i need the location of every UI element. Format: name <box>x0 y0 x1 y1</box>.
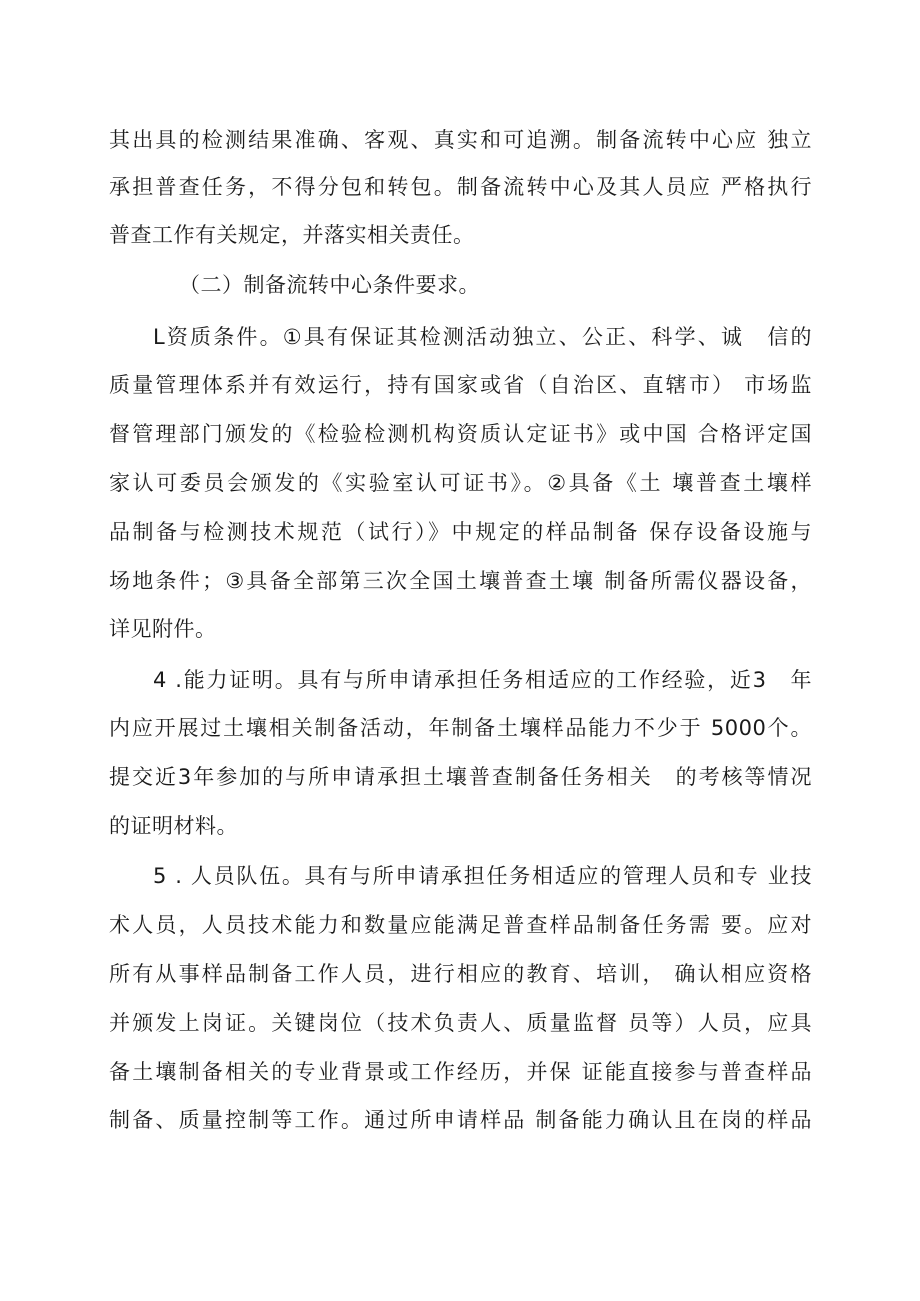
text-line: 所有从事样品制备工作人员，进行相应的教育、培训， 确认相应资格 <box>109 962 812 986</box>
text-line: 质量管理体系并有效运行，持有国家或省（自治区、直辖市） 市场监 <box>109 373 812 397</box>
text-line: 术人员，人员技术能力和数量应能满足普查样品制备任务需 要。应对 <box>109 913 812 937</box>
text-line: 制备、质量控制等工作。通过所申请样品 制备能力确认且在岗的样品 <box>109 1108 812 1132</box>
section-heading: （二）制备流转中心条件要求。 <box>179 273 480 297</box>
text-line: 的证明材料。 <box>109 814 238 838</box>
text-line: 提交近3年参加的与所申请承担土壤普查制备任务相关 的考核等情况 <box>109 765 812 789</box>
text-line: 承担普查任务，不得分包和转包。制备流转中心及其人员应 严格执行 <box>109 175 812 199</box>
text-line: 场地条件；③具备全部第三次全国土壤普查土壤 制备所需仪器设备， <box>109 569 812 593</box>
text-line: L资质条件。①具有保证其检测活动独立、公正、科学、诚 信的 <box>153 325 812 349</box>
text-line: 督管理部门颁发的《检验检测机构资质认定证书》或中国 合格评定国 <box>109 422 812 446</box>
text-line: 5 . 人员队伍。具有与所申请承担任务相适应的管理人员和专 业技 <box>153 864 812 888</box>
text-line: 4 .能力证明。具有与所申请承担任务相适应的工作经验，近3 年 <box>153 668 812 692</box>
text-line: 内应开展过土壤相关制备活动，年制备土壤样品能力不少于 5000个。 <box>109 716 812 740</box>
text-line: 普查工作有关规定，并落实相关责任。 <box>109 223 475 247</box>
text-line: 详见附件。 <box>109 617 217 641</box>
text-line: 备土壤制备相关的专业背景或工作经历，并保 证能直接参与普查样品 <box>109 1060 812 1084</box>
text-line: 其出具的检测结果准确、客观、真实和可追溯。制备流转中心应 独立 <box>109 128 812 152</box>
text-line: 并颁发上岗证。关键岗位（技术负责人、质量监督 员等）人员，应具 <box>109 1011 812 1035</box>
text-line: 品制备与检测技术规范（试行）》中规定的样品制备 保存设备设施与 <box>109 520 812 544</box>
text-line: 家认可委员会颁发的《实验室认可证书》。②具备《土 壤普查土壤样 <box>109 471 812 495</box>
